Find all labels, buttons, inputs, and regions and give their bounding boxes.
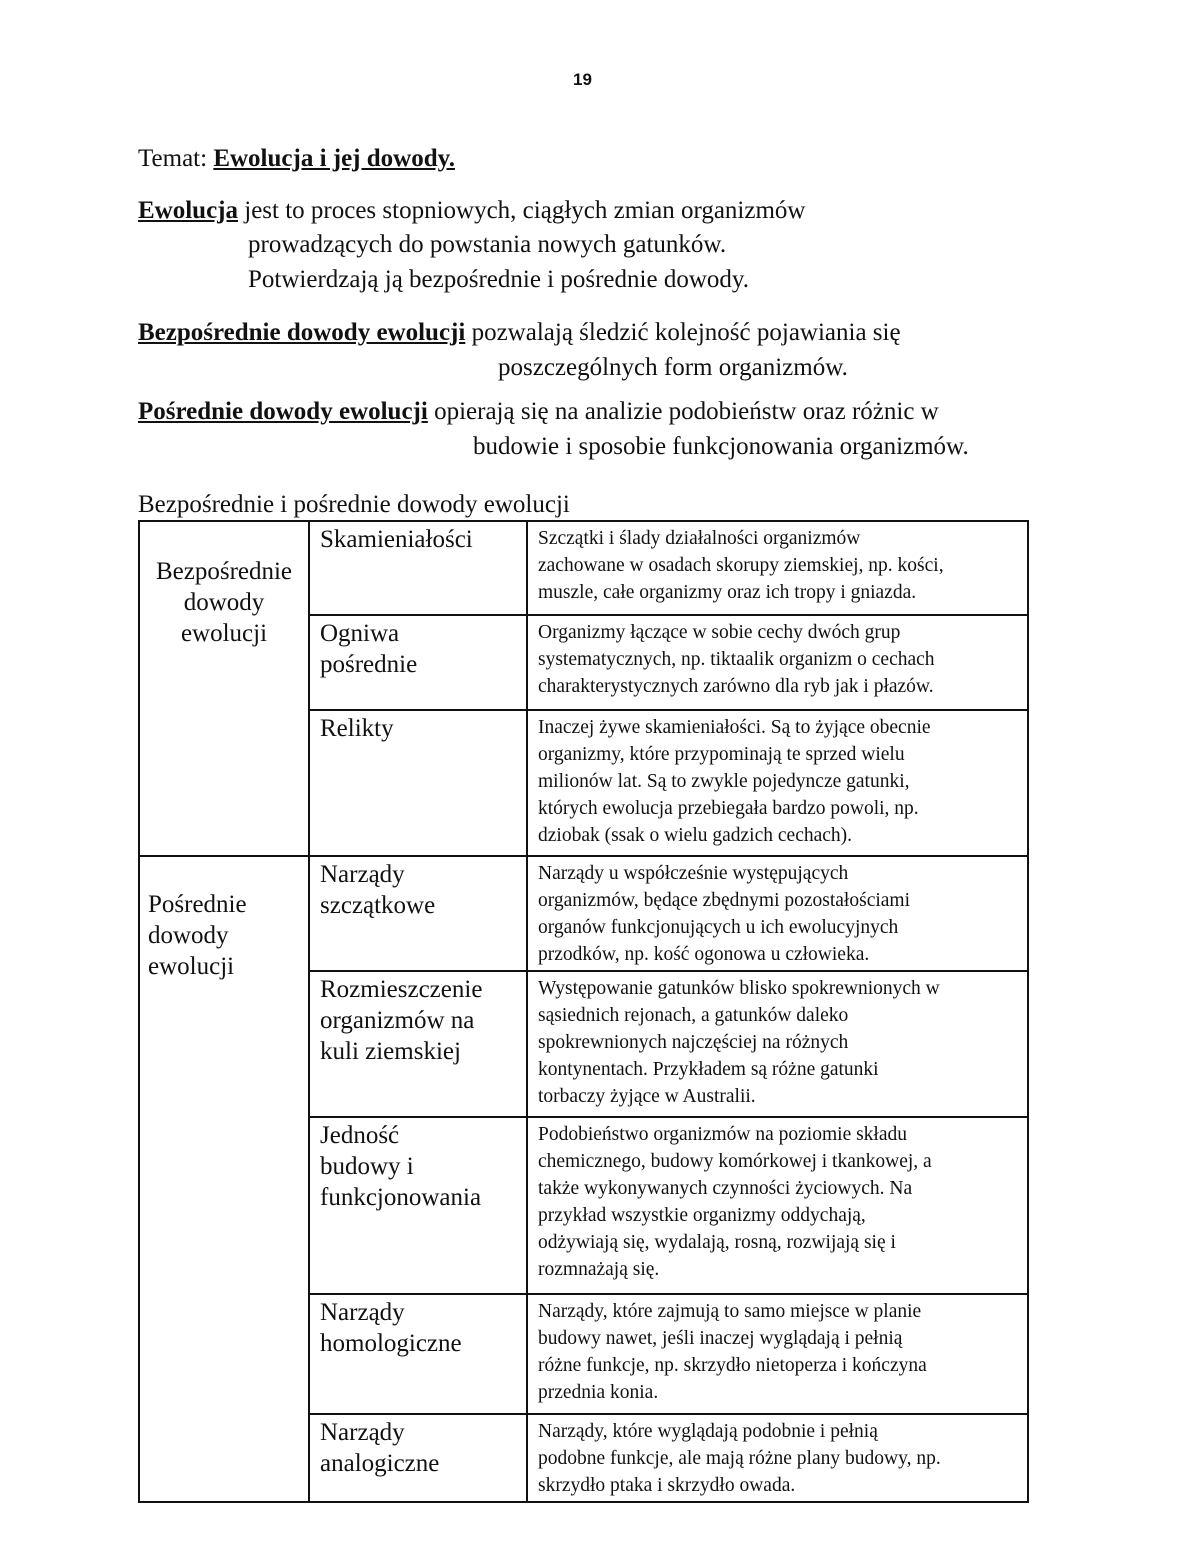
evidence-description-cell <box>527 1117 1028 1294</box>
direct-evidence-line-1 <box>138 320 901 345</box>
definition-term: Ewolucja <box>138 197 238 224</box>
evidence-desc-line: organizmy, które przypominają te sprzed wielu <box>538 744 905 765</box>
evidence-name-line: Skamieniałości <box>320 526 473 553</box>
evidence-name-cell <box>309 710 527 856</box>
evidence-desc-line: Narządy u współcześnie występujących <box>538 863 849 884</box>
category-line: ewolucji <box>180 620 268 647</box>
evidence-name-line: kuli ziemskiej <box>320 1038 461 1065</box>
evidence-desc-line: także wykonywanych czynności życiowych. Na <box>538 1178 913 1199</box>
evidence-name-line: analogiczne <box>320 1450 440 1477</box>
evidence-name-cell <box>309 615 527 710</box>
evidence-description-cell <box>527 521 1028 615</box>
indirect-evidence-line-2: budowie i sposobie funkcjonowania organizmów. <box>473 433 969 460</box>
evidence-desc-line: przykład wszystkie organizmy oddychają, <box>538 1205 866 1226</box>
evidence-desc-line: Narządy, które wyglądają podobnie i pełnią <box>538 1421 878 1442</box>
evidence-desc-line: muszle, całe organizmy oraz ich tropy i gniazda. <box>538 582 917 603</box>
topic-title: Ewolucja i jej dowody. <box>213 145 455 172</box>
evidence-name-line: homologiczne <box>320 1330 462 1357</box>
category-line: Bezpośrednie <box>155 558 293 585</box>
evidence-desc-line: różne funkcje, np. skrzydło nietoperza i kończyna <box>538 1355 927 1376</box>
evidence-desc-line: chemicznego, budowy komórkowej i tkankowej, a <box>538 1151 932 1172</box>
evidence-name-cell <box>309 1117 527 1294</box>
topic-label: Temat: <box>138 145 208 172</box>
category-label <box>140 522 308 649</box>
evidence-desc-line: organizmów, będące zbędnymi pozostałościami <box>538 890 911 911</box>
indirect-evidence-line-1 <box>138 399 939 424</box>
evidence-table <box>138 520 1029 1503</box>
evidence-desc-line: Narządy, które zajmują to samo miejsce w planie <box>538 1301 922 1322</box>
evidence-desc-line: torbaczy żyjące w Australii. <box>538 1086 756 1107</box>
evidence-description-cell <box>527 1294 1028 1414</box>
table-caption: Bezpośrednie i pośrednie dowody ewolucji <box>138 491 570 518</box>
evidence-description-cell <box>527 856 1028 971</box>
evidence-desc-line: budowy nawet, jeśli inaczej wyglądają i pełnią <box>538 1328 903 1349</box>
category-line: dowody <box>183 589 265 616</box>
evidence-name-line: pośrednie <box>320 651 418 678</box>
evidence-desc-line: dziobak (ssak o wielu gadzich cechach). <box>538 825 853 846</box>
evidence-name-line: szczątkowe <box>320 892 436 919</box>
evidence-name-cell <box>309 521 527 615</box>
evidence-desc-line: Inaczej żywe skamieniałości. Są to żyjące obecnie <box>538 717 931 738</box>
evidence-name-cell <box>309 1294 527 1414</box>
indirect-evidence-text-1: opierają się na analizie podobieństw oraz różnic w <box>434 398 939 425</box>
evidence-desc-line: sąsiednich rejonach, a gatunków daleko <box>538 1005 849 1026</box>
category-line: dowody <box>148 922 229 949</box>
evidence-description-cell <box>527 1414 1028 1502</box>
evidence-description-cell <box>527 971 1028 1117</box>
evidence-description-cell <box>527 615 1028 710</box>
evidence-desc-line: Podobieństwo organizmów na poziomie składu <box>538 1124 908 1145</box>
evidence-desc-line: odżywiają się, wydalają, rosną, rozwijają się i <box>538 1232 896 1253</box>
evidence-name-line: Rozmieszczenie <box>320 976 483 1003</box>
evidence-name-line: Narządy <box>320 861 405 888</box>
direct-evidence-term: Bezpośrednie dowody ewolucji <box>138 319 466 346</box>
evidence-desc-line: kontynentach. Przykładem są różne gatunki <box>538 1059 879 1080</box>
evidence-desc-line: rozmnażają się. <box>538 1259 660 1280</box>
evidence-name-line: Relikty <box>320 715 394 742</box>
evidence-name-cell <box>309 856 527 971</box>
evidence-name-cell <box>309 1414 527 1502</box>
category-line: Pośrednie <box>148 891 247 918</box>
evidence-name-cell <box>309 971 527 1117</box>
evidence-desc-line: skrzydło ptaka i skrzydło owada. <box>538 1475 796 1496</box>
evidence-name-line: budowy i <box>320 1153 414 1180</box>
definition-line-3: Potwierdzają ją bezpośrednie i pośrednie dowody. <box>248 266 750 293</box>
evidence-desc-line: organów funkcjonujących u ich ewolucyjnych <box>538 917 899 938</box>
category-label <box>140 857 308 982</box>
topic-line <box>138 146 455 171</box>
evidence-desc-line: Organizmy łączące w sobie cechy dwóch grup <box>538 622 901 643</box>
evidence-desc-line: Występowanie gatunków blisko spokrewnionych w <box>538 978 940 999</box>
evidence-desc-line: milionów lat. Są to zwykle pojedyncze gatunki, <box>538 771 910 792</box>
definition-line-1 <box>138 198 805 223</box>
evidence-desc-line: których ewolucja przebiegała bardzo powoli, np. <box>538 798 919 819</box>
evidence-desc-line: charakterystycznych zarówno dla ryb jak i płazów. <box>538 676 934 697</box>
evidence-desc-line: systematycznych, np. tiktaalik organizm o cechach <box>538 649 935 670</box>
indirect-evidence-term: Pośrednie dowody ewolucji <box>138 398 428 425</box>
table-row <box>139 856 1028 971</box>
evidence-name-line: funkcjonowania <box>320 1184 482 1211</box>
evidence-desc-line: zachowane w osadach skorupy ziemskiej, np. kości, <box>538 555 944 576</box>
table-row <box>139 521 1028 615</box>
definition-line-2: prowadzących do powstania nowych gatunków. <box>248 231 727 258</box>
evidence-desc-line: podobne funkcje, ale mają różne plany budowy, np. <box>538 1448 941 1469</box>
page-number: 19 <box>573 70 592 89</box>
category-cell <box>139 521 309 856</box>
evidence-name-line: Narządy <box>320 1419 405 1446</box>
evidence-description-cell <box>527 710 1028 856</box>
evidence-desc-line: przednia konia. <box>538 1382 659 1403</box>
evidence-name-line: Ogniwa <box>320 620 400 647</box>
evidence-desc-line: Szczątki i ślady działalności organizmów <box>538 528 861 549</box>
evidence-name-line: Narządy <box>320 1299 405 1326</box>
evidence-desc-line: spokrewnionych najczęściej na różnych <box>538 1032 849 1053</box>
evidence-name-line: organizmów na <box>320 1007 475 1034</box>
category-cell <box>139 856 309 1502</box>
evidence-desc-line: przodków, np. kość ogonowa u człowieka. <box>538 944 870 965</box>
category-line: ewolucji <box>148 953 235 980</box>
definition-text-1: jest to proces stopniowych, ciągłych zmian organizmów <box>244 197 806 224</box>
direct-evidence-line-2: poszczególnych form organizmów. <box>498 354 848 381</box>
evidence-name-line: Jedność <box>320 1122 400 1149</box>
direct-evidence-text-1: pozwalają śledzić kolejność pojawiania się <box>471 319 901 346</box>
